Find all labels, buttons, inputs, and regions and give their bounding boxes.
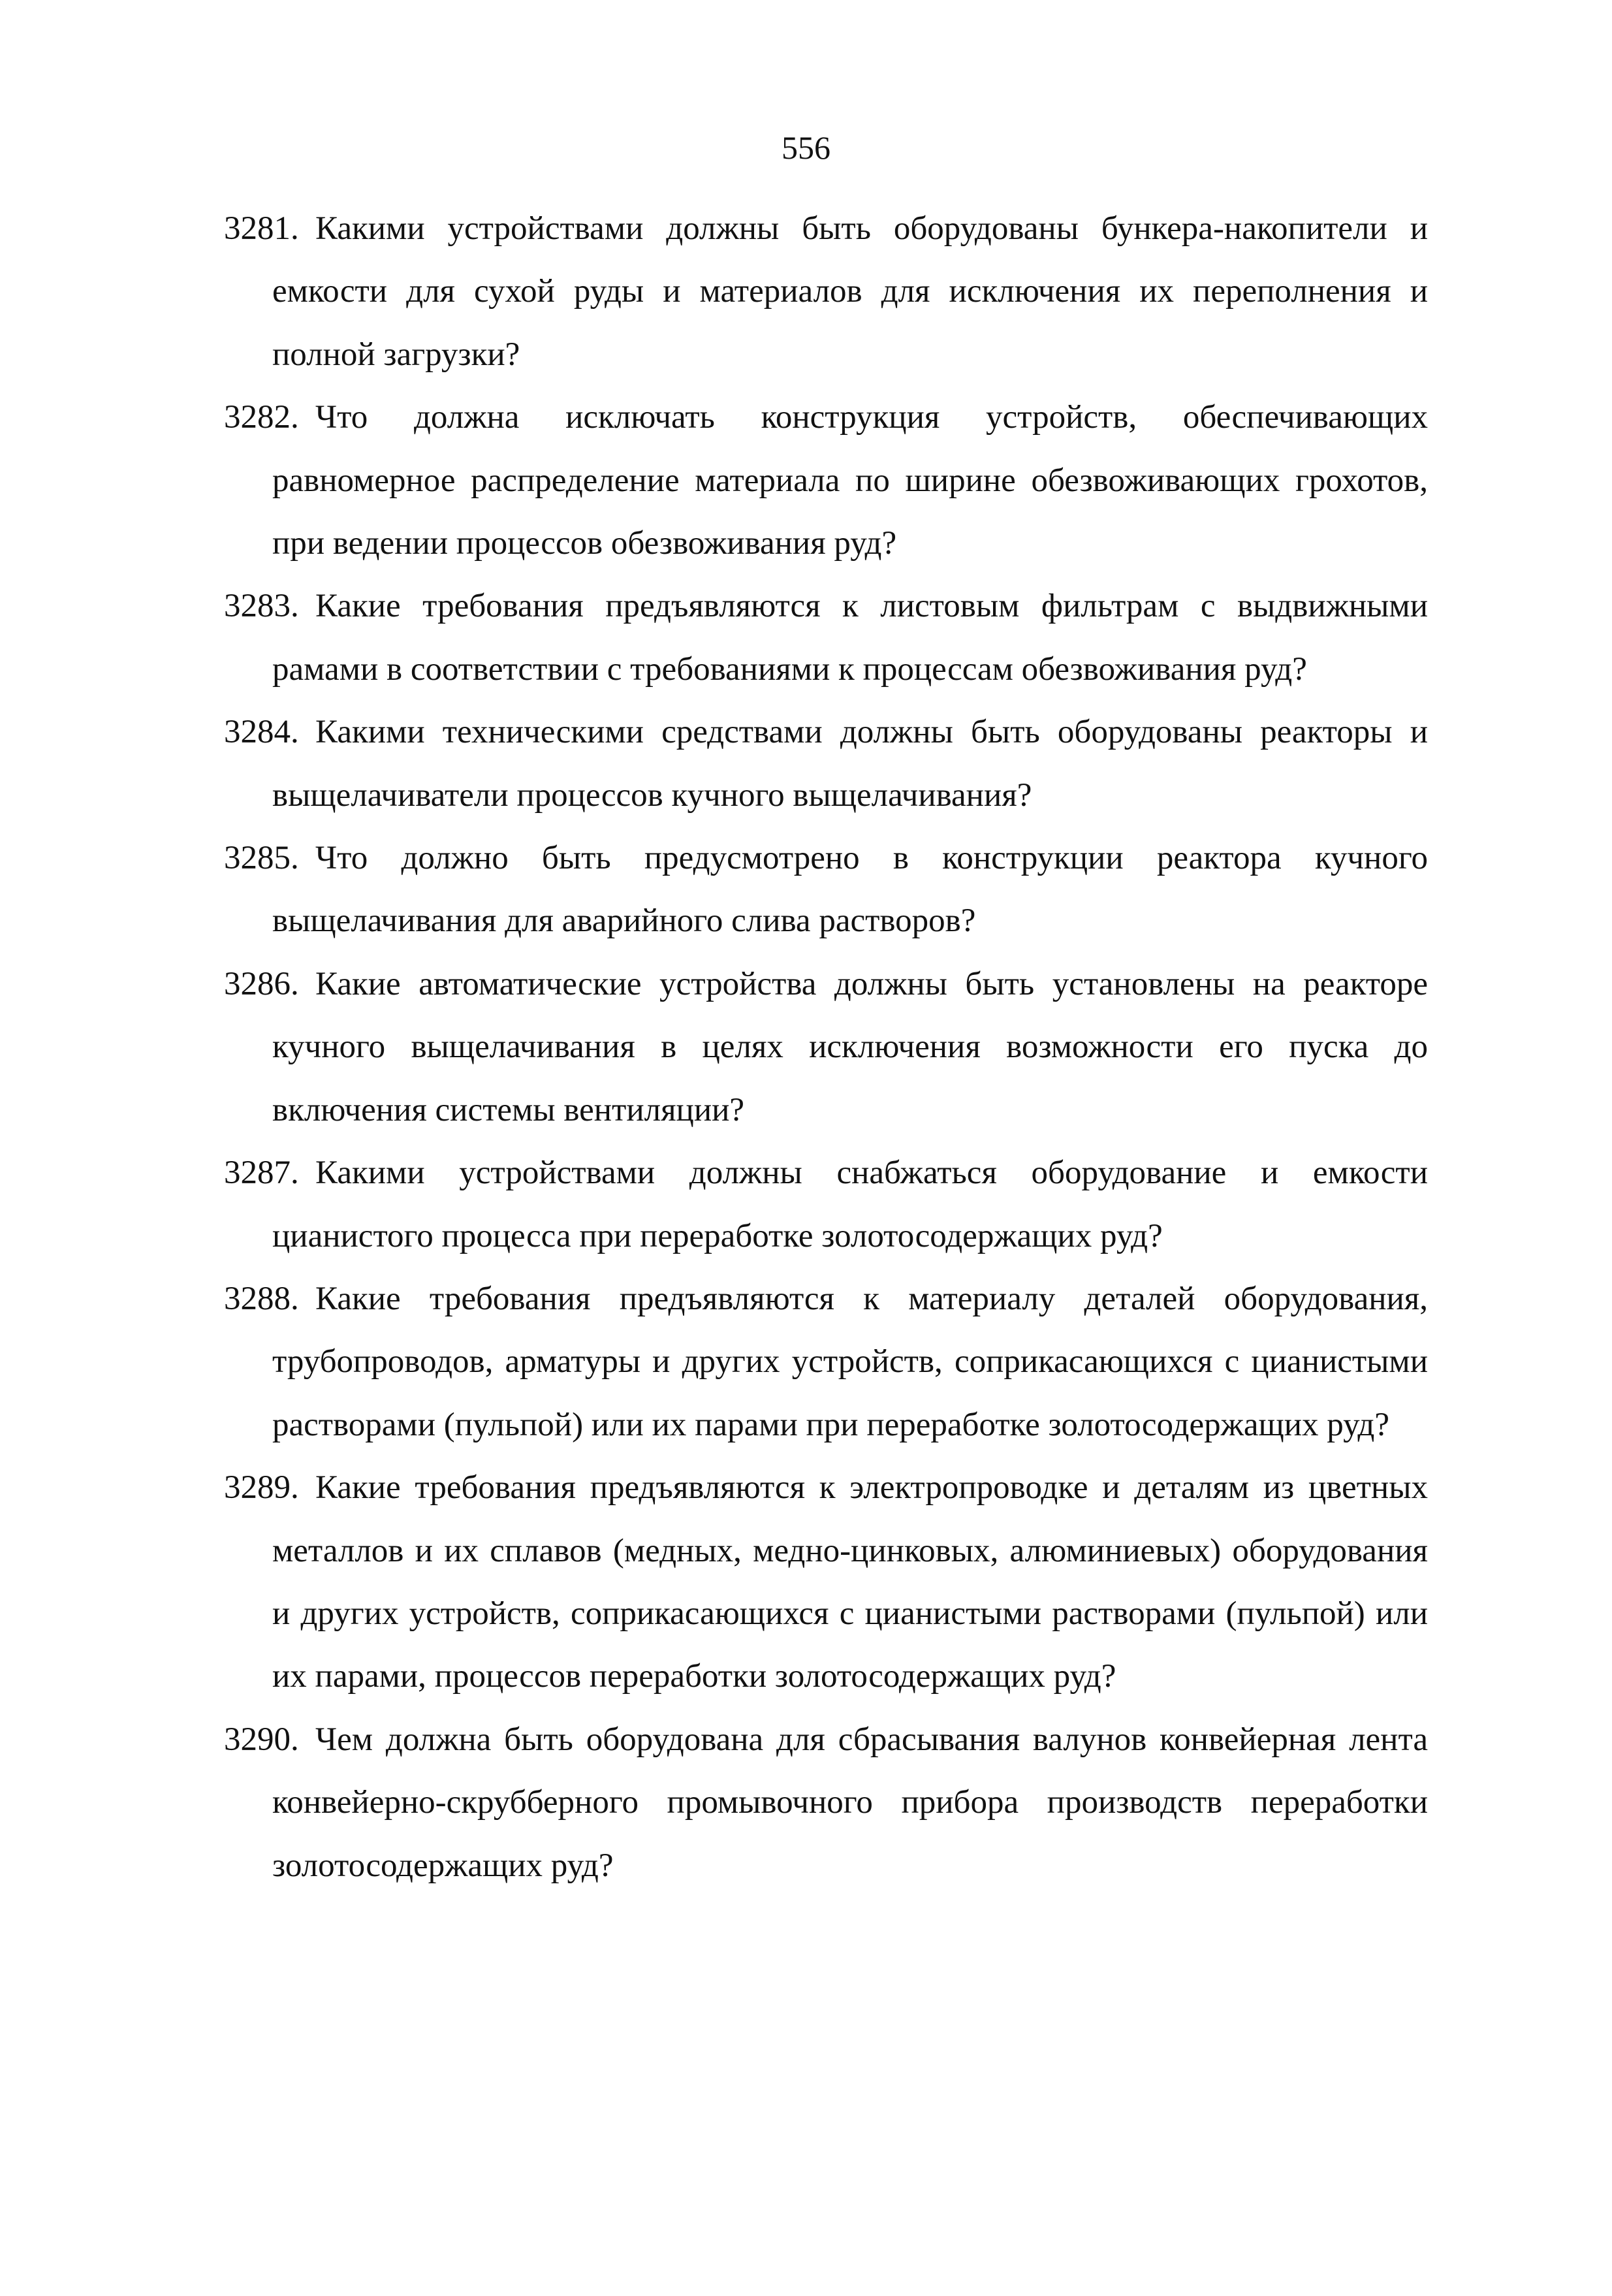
question-item [224,1708,1428,1897]
question-text: Какие требования предъявляются к материалу деталей оборудования, трубопроводов, арматуры и других устройств, соприкасающихся с цианистыми растворами (пульпой) или их парами при переработке золотосодержащих руд? [272,1280,1428,1443]
question-number: 3288. [224,1280,299,1317]
question-item [224,1268,1428,1456]
question-text: Чем должна быть оборудована для сбрасывания валунов конвейерная лента конвейерно-скрубберного промывочного прибора производств переработки золотосодержащих руд? [272,1721,1428,1884]
question-number: 3287. [224,1155,299,1192]
question-item [224,386,1428,575]
question-text: Какие автоматические устройства должны быть установлены на реакторе кучного выщелачивания в целях исключения возможности его пуска до включения системы вентиляции? [272,965,1428,1128]
question-text: Какими устройствами должны снабжаться оборудование и емкости цианистого процесса при переработке золотосодержащих руд? [272,1155,1428,1254]
question-item [224,701,1428,827]
question-item [224,827,1428,953]
question-text: Какими техническими средствами должны быть оборудованы реакторы и выщелачиватели процессов кучного выщелачивания? [272,714,1428,814]
question-text: Что должна исключать конструкция устройств, обеспечивающих равномерное распределение материала по ширине обезвоживающих грохотов, при ведении процессов обезвоживания руд? [272,399,1428,562]
question-text: Что должно быть предусмотрено в конструкции реактора кучного выщелачивания для аварийного слива растворов? [272,840,1428,940]
question-item [224,1141,1428,1268]
question-text: Какие требования предъявляются к электропроводке и деталям из цветных металлов и их сплавов (медных, медно-цинковых, алюминиевых) оборудования и других устройств, соприкасающихся с цианистыми растворами (пульпой) или их парами, процессов переработки золотосодержащих руд? [272,1469,1428,1695]
question-text: Какие требования предъявляются к листовым фильтрам с выдвижными рамами в соответствии с требованиями к процессам обезвоживания руд? [272,588,1428,688]
question-item [224,575,1428,701]
question-number: 3290. [224,1721,299,1758]
question-number: 3286. [224,965,299,1002]
page-number: 556 [782,129,830,166]
question-number: 3285. [224,840,299,877]
question-number: 3281. [224,210,299,247]
question-item [224,953,1428,1141]
question-number: 3282. [224,399,299,436]
question-text: Какими устройствами должны быть оборудованы бункера-накопители и емкости для сухой руды и материалов для исключения их переполнения и полной загрузки? [272,210,1428,373]
question-number: 3284. [224,714,299,751]
question-number: 3289. [224,1469,299,1507]
question-list [224,197,1428,1897]
question-number: 3283. [224,588,299,625]
question-item [224,197,1428,386]
question-item [224,1456,1428,1708]
